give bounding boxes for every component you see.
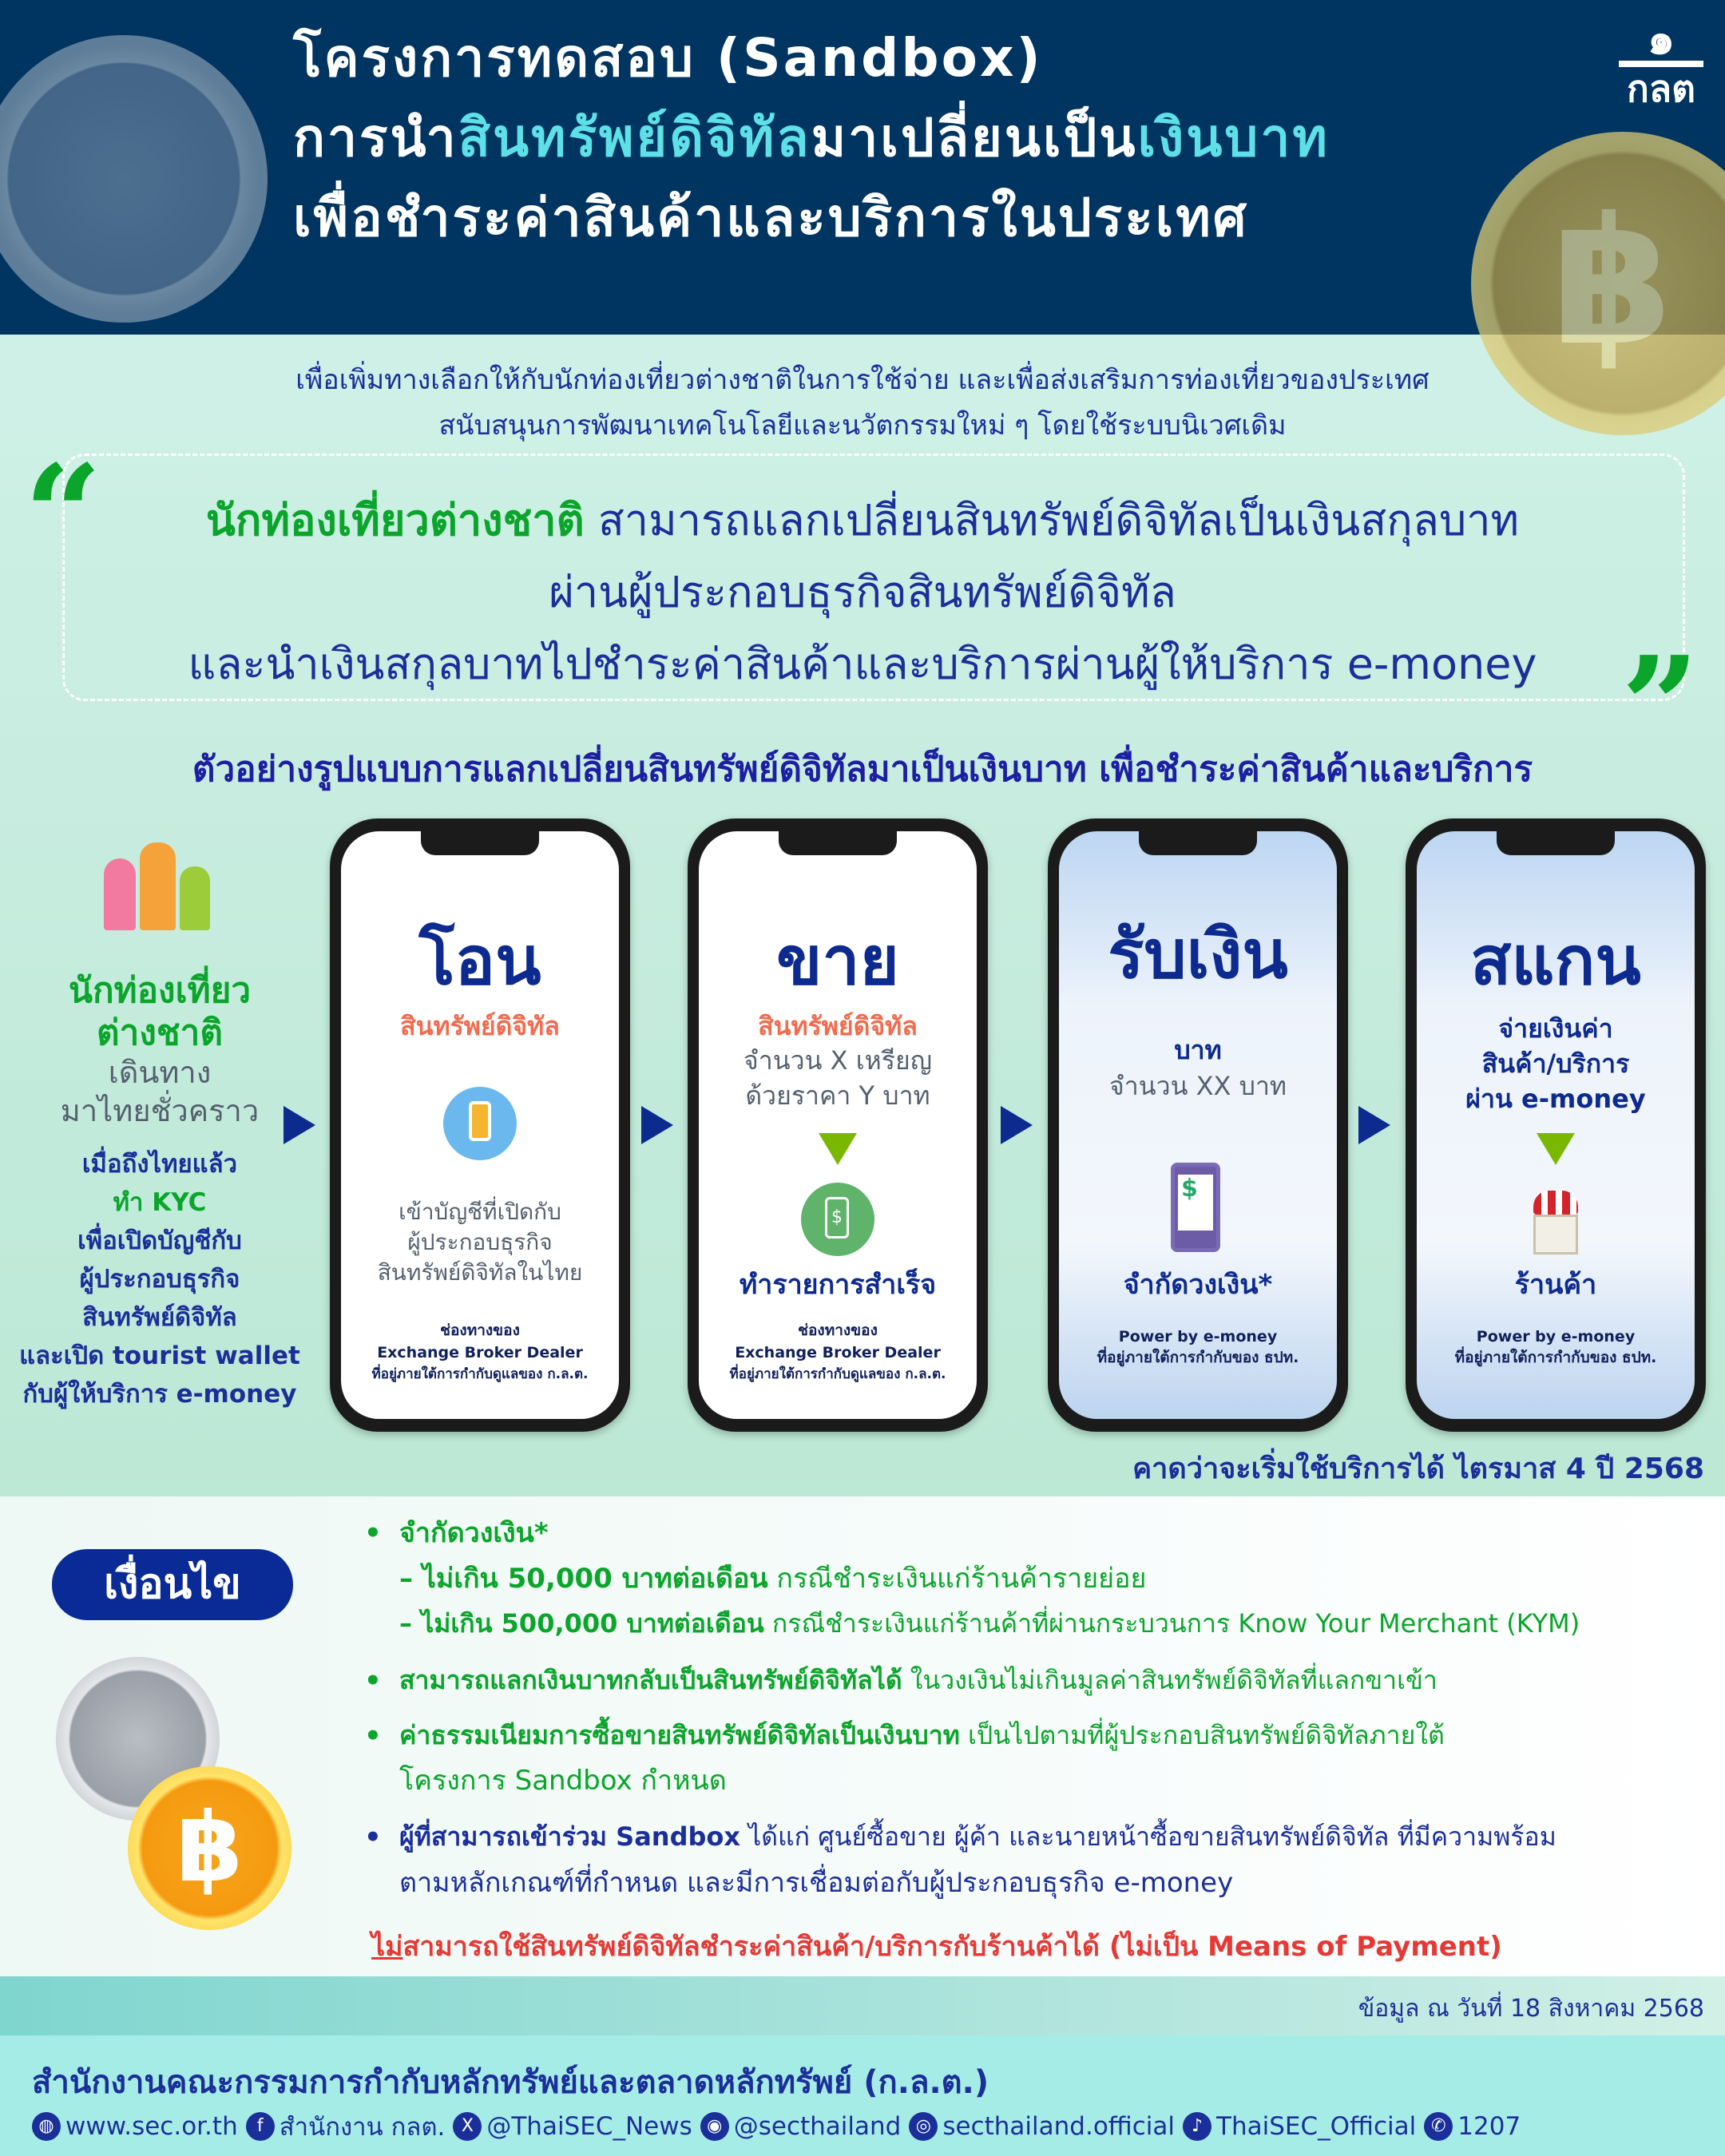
step-channel: ที่อยู่ภายใต้การกำกับดูแลของ ก.ล.ต.	[729, 1366, 946, 1382]
condition-limit: จำกัดวงเงิน*	[399, 1517, 549, 1549]
arrow-right-icon	[1358, 1106, 1390, 1144]
quote-line-1: นักท่องเที่ยวต่างชาติ สามารถแลกเปลี่ยนสินทรัพย์ดิจิทัลเป็นเงินสกุลบาท	[205, 495, 1520, 545]
condition-fee: ค่าธรรมเนียมการซื้อขายสินทรัพย์ดิจิทัลเป็นเงินบาท เป็นไปตามที่ผู้ประกอบสินทรัพย์ดิจิทัลภายใต้	[399, 1720, 1445, 1750]
condition-reverse-exchange: สามารถแลกเงินบาทกลับเป็นสินทรัพย์ดิจิทัลได้ ในวงเงินไม่เกินมูลค่าสินทรัพย์ดิจิทัลที่แลกขาเข้า	[399, 1665, 1438, 1695]
tourist-step-4: ผู้ประกอบธุรกิจ	[79, 1265, 240, 1294]
step-channel: Exchange Broker Dealer	[377, 1344, 583, 1361]
step-desc: จ่ายเงินค่า	[1498, 1013, 1613, 1044]
bullet: •	[364, 1821, 382, 1853]
phone-transfer-icon	[443, 1087, 517, 1160]
tourist-title-1: นักท่องเที่ยว	[68, 970, 252, 1011]
step-provider: Power by e-money	[1118, 1328, 1278, 1346]
title-line-1: โครงการทดสอบ (Sandbox)	[293, 27, 1043, 89]
baht-coin-icon: ฿	[128, 1766, 291, 1930]
org-name: สำนักงานคณะกรรมการกำกับหลักทรัพย์และตลาดหลักทรัพย์ (ก.ล.ต.)	[32, 2064, 989, 2101]
step-phone-sell	[688, 818, 988, 1432]
link-phone[interactable]: ✆ 1207	[1424, 2106, 1521, 2146]
down-triangle-icon	[819, 1133, 857, 1165]
step-subtitle: บาท	[1174, 1035, 1222, 1065]
step-phone-transfer	[330, 818, 630, 1432]
step-desc: ด้วยราคา Y บาท	[745, 1080, 930, 1111]
wallet-app-icon: $	[1171, 1163, 1220, 1252]
step-result: ร้านค้า	[1514, 1269, 1597, 1301]
link-tiktok[interactable]: ♪ ThaiSEC_Official	[1183, 2106, 1416, 2146]
step-subtitle: สินทรัพย์ดิจิทัล	[400, 1011, 560, 1041]
tourist-step-1: เมื่อถึงไทยแล้ว	[81, 1150, 238, 1179]
tourist-step-3: เพื่อเปิดบัญชีกับ	[77, 1227, 242, 1255]
social-links	[32, 2106, 1529, 2146]
step-subtitle: สินทรัพย์ดิจิทัล	[758, 1011, 918, 1041]
bullet: •	[364, 1720, 382, 1752]
step-phone-receive	[1048, 818, 1348, 1432]
conditions-label: เงื่อนไข	[52, 1549, 293, 1620]
condition-participants: ผู้ที่สามารถเข้าร่วม Sandbox ได้แก่ ศูนย์ซื้อขาย ผู้ค้า และนายหน้าซื้อขายสินทรัพย์ดิจิทัล ที่มีความพร้อม	[399, 1821, 1556, 1852]
intro-line-2: สนับสนุนการพัฒนาเทคโนโลยีและนวัตกรรมใหม่ ๆ โดยใช้ระบบนิเวศเดิม	[438, 410, 1287, 442]
tiktok-icon: ♪	[1183, 2112, 1211, 2141]
tourist-step-5: สินทรัพย์ดิจิทัล	[82, 1303, 237, 1332]
step-phone-scan	[1406, 818, 1706, 1432]
phone-icon: ✆	[1424, 2112, 1453, 2141]
tourist-desc-2: มาไทยชั่วคราว	[60, 1093, 260, 1128]
step-desc: สินทรัพย์ดิจิทัลในไทย	[377, 1259, 583, 1286]
intro-line-1: เพื่อเพิ่มทางเลือกให้กับนักท่องเที่ยวต่างชาติในการใช้จ่าย และเพื่อส่งเสริมการท่องเที่ยวของประเทศ	[295, 364, 1430, 396]
step-channel: ที่อยู่ภายใต้การกำกับดูแลของ ก.ล.ต.	[371, 1366, 589, 1382]
step-channel: ช่องทางของ	[798, 1322, 878, 1339]
step-desc: ผู้ประกอบธุรกิจ	[407, 1229, 553, 1255]
step-desc: จำนวน XX บาท	[1109, 1071, 1287, 1101]
bullet: •	[364, 1517, 382, 1549]
step-title: ขาย	[776, 921, 899, 1000]
tourist-desc-1: เดินทาง	[108, 1055, 212, 1090]
condition-participants-cont: ตามหลักเกณฑ์ที่กำหนด และมีการเชื่อมต่อกับผู้ประกอบธุรกิจ e-money	[399, 1867, 1234, 1899]
step-desc: ผ่าน e-money	[1465, 1084, 1646, 1114]
link-x[interactable]: X @ThaiSEC_News	[453, 2106, 692, 2146]
condition-fee-cont: โครงการ Sandbox กำหนด	[399, 1765, 727, 1797]
condition-limit-kym: – ไม่เกิน 500,000 บาทต่อเดือน กรณีชำระเงินแก่ร้านค้าที่ผ่านกระบวนการ Know Your Merchant (KYM)	[399, 1608, 1580, 1639]
title-line-3: เพื่อชำระค่าสินค้าและบริการในประเทศ	[293, 187, 1249, 248]
globe-icon: ◍	[32, 2112, 61, 2141]
sec-logo: ๑ กลต	[1609, 18, 1713, 121]
step-desc: เข้าบัญชีที่เปิดกับ	[399, 1199, 561, 1225]
close-quote-icon: ”	[1621, 627, 1699, 787]
quote-line-3: และนำเงินสกุลบาทไปชำระค่าสินค้าและบริการผ่านผู้ให้บริการ e-money	[188, 639, 1537, 689]
transaction-success-icon: $	[801, 1183, 874, 1256]
step-provider: ที่อยู่ภายใต้การกำกับของ ธปท.	[1096, 1349, 1299, 1366]
step-title: สแกน	[1470, 921, 1641, 1000]
baht-coin-icon: ฿	[1471, 132, 1725, 435]
facebook-icon: f	[246, 2112, 275, 2141]
x-icon: X	[453, 2112, 482, 2141]
data-date: ข้อมูล ณ วันที่ 18 สิงหาคม 2568	[1358, 1995, 1704, 2023]
link-line[interactable]: ◉ @secthailand	[700, 2106, 902, 2146]
step-result: จำกัดวงเงิน*	[1123, 1269, 1273, 1301]
tourist-title-2: ต่างชาติ	[97, 1013, 223, 1053]
down-triangle-icon	[1537, 1133, 1575, 1165]
bullet: •	[364, 1665, 382, 1697]
step-title: โอน	[418, 921, 541, 1000]
arrow-right-icon	[641, 1106, 673, 1144]
tourist-step-7: กับผู้ให้บริการ e-money	[22, 1380, 297, 1409]
arrow-right-icon	[284, 1106, 315, 1144]
warning-text: ไม่สามารถใช้สินทรัพย์ดิจิทัลชำระค่าสินค้า/บริการกับร้านค้าได้ (ไม่เป็น Means of Payment)	[371, 1931, 1502, 1963]
step-desc: สินค้า/บริการ	[1481, 1048, 1630, 1079]
link-facebook[interactable]: f สำนักงาน กลต.	[246, 2106, 446, 2146]
step-title: รับเงิน	[1108, 915, 1288, 993]
tourists-illustration	[100, 838, 220, 934]
instagram-icon: ◎	[909, 2112, 938, 2141]
tourist-step-2: ทำ KYC	[113, 1188, 207, 1217]
quote-line-2: ผ่านผู้ประกอบธุรกิจสินทรัพย์ดิจิทัล	[549, 567, 1176, 617]
step-provider: ที่อยู่ภายใต้การกำกับของ ธปท.	[1454, 1349, 1657, 1366]
step-result: ทำรายการสำเร็จ	[739, 1269, 937, 1301]
step-desc: จำนวน X เหรียญ	[744, 1045, 932, 1076]
step-channel: Exchange Broker Dealer	[735, 1344, 941, 1361]
section-title: ตัวอย่างรูปแบบการแลกเปลี่ยนสินทรัพย์ดิจิทัลมาเป็นเงินบาท เพื่อชำระค่าสินค้าและบริการ	[192, 749, 1533, 790]
step-provider: Power by e-money	[1476, 1328, 1636, 1346]
shop-icon	[1533, 1191, 1578, 1254]
step-channel: ช่องทางของ	[440, 1322, 520, 1339]
title-line-2: การนำสินทรัพย์ดิจิทัลมาเปลี่ยนเป็นเงินบาท	[293, 107, 1330, 168]
line-icon: ◉	[700, 2112, 729, 2141]
link-website[interactable]: ◍ www.sec.or.th	[32, 2106, 238, 2146]
arrow-right-icon	[1001, 1106, 1033, 1144]
tourist-step-6: และเปิด tourist wallet	[19, 1342, 300, 1370]
link-instagram[interactable]: ◎ secthailand.official	[909, 2106, 1175, 2146]
open-quote-icon: “	[24, 435, 102, 595]
condition-limit-retail: – ไม่เกิน 50,000 บาทต่อเดือน กรณีชำระเงินแก่ร้านค้ารายย่อย	[399, 1563, 1147, 1595]
expected-launch: คาดว่าจะเริ่มใช้บริการได้ ไตรมาส 4 ปี 2568	[1132, 1453, 1704, 1485]
